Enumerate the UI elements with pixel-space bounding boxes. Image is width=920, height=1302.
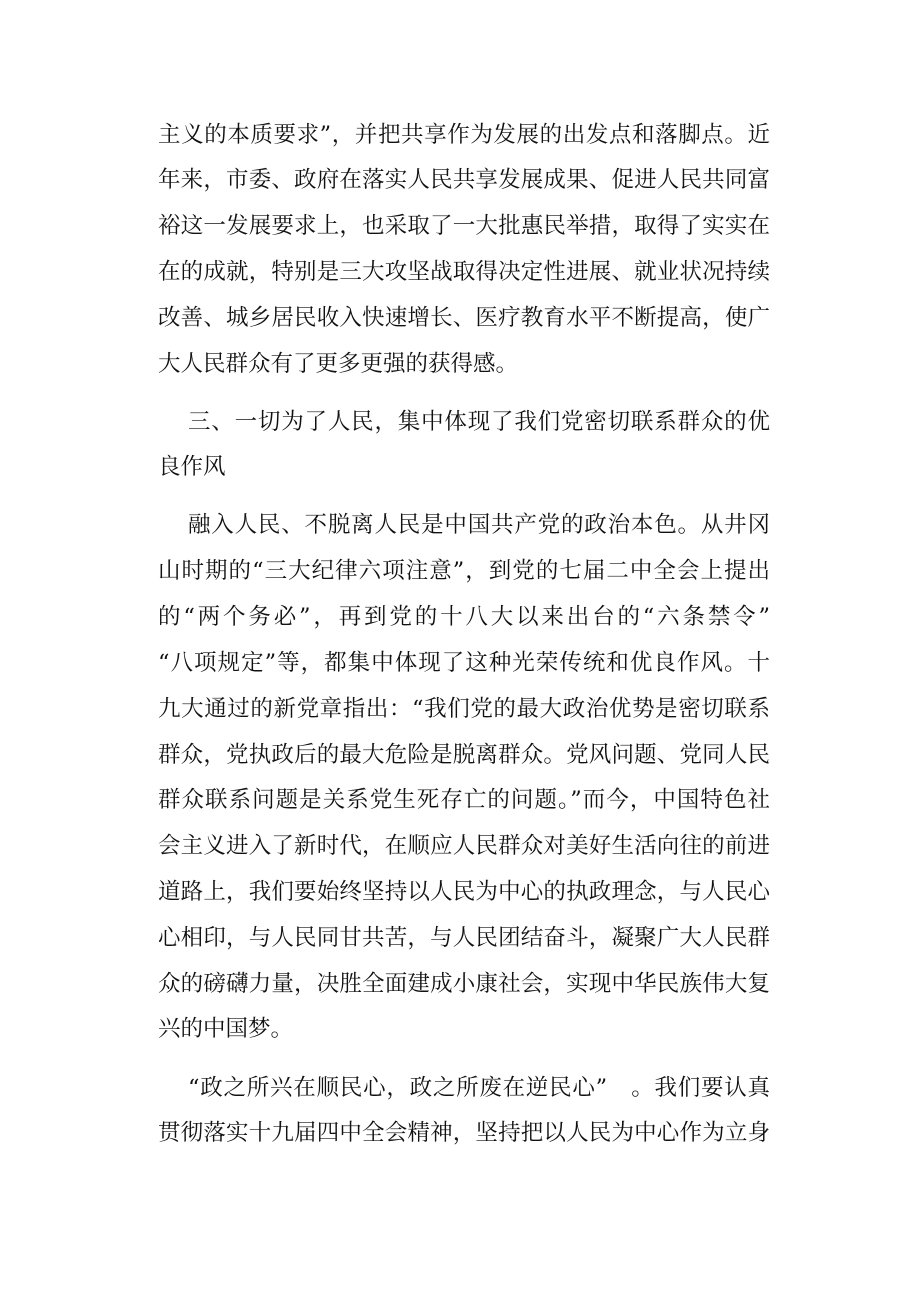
paragraph-4-line-2: 贯彻落实十九届四中全会精神，坚持把以人民为中心作为立身 — [158, 1120, 770, 1146]
paragraph-3-line-2: 山时期的“三大纪律六项注意”，到党的七届二中全会上提出 — [158, 558, 770, 584]
paragraph-3-line-8: 会主义进入了新时代，在顺应人民群众对美好生活向往的前进 — [158, 833, 770, 859]
section-heading-line-2: 良作风 — [158, 454, 226, 480]
paragraph-3-line-1: 融入人民、不脱离人民是中国共产党的政治本色。从井冈 — [188, 512, 770, 538]
paragraph-3-line-3: 的“两个务必”，再到党的十八大以来出台的“六条禁令” — [158, 604, 770, 630]
paragraph-1-line-2: 年来，市委、政府在落实人民共享发展成果、促进人民共同富 — [158, 167, 770, 193]
paragraph-3-line-7: 群众联系问题是关系党生死存亡的问题。”而今，中国特色社 — [158, 787, 770, 813]
section-heading-line-1: 三、一切为了人民，集中体现了我们党密切联系群众的优 — [188, 409, 770, 435]
paragraph-4-line-1: “政之所兴在顺民心，政之所废在逆民心” 。我们要认真 — [188, 1075, 770, 1101]
paragraph-1-line-1: 主义的本质要求”，并把共享作为发展的出发点和落脚点。近 — [158, 122, 770, 148]
paragraph-1-line-5: 改善、城乡居民收入快速增长、医疗教育水平不断提高，使广 — [158, 305, 770, 331]
paragraph-3-line-12: 兴的中国梦。 — [158, 1016, 294, 1042]
paragraph-1-line-4: 在的成就，特别是三大攻坚战取得决定性进展、就业状况持续 — [158, 259, 770, 285]
paragraph-1-line-6: 大人民群众有了更多更强的获得感。 — [158, 351, 519, 377]
paragraph-3-line-11: 众的磅礴力量，决胜全面建成小康社会，实现中华民族伟大复 — [158, 971, 770, 997]
paragraph-3-line-4: “八项规定”等，都集中体现了这种光荣传统和优良作风。十 — [158, 650, 770, 676]
paragraph-3-line-9: 道路上，我们要始终坚持以人民为中心的执政理念，与人民心 — [158, 879, 770, 905]
paragraph-3-line-5: 九大通过的新党章指出：“我们党的最大政治优势是密切联系 — [158, 696, 770, 722]
paragraph-1-line-3: 裕这一发展要求上，也采取了一大批惠民举措，取得了实实在 — [158, 213, 770, 239]
paragraph-3-line-6: 群众，党执政后的最大危险是脱离群众。党风问题、党同人民 — [158, 742, 770, 768]
paragraph-3-line-10: 心相印，与人民同甘共苦，与人民团结奋斗，凝聚广大人民群 — [158, 925, 770, 951]
